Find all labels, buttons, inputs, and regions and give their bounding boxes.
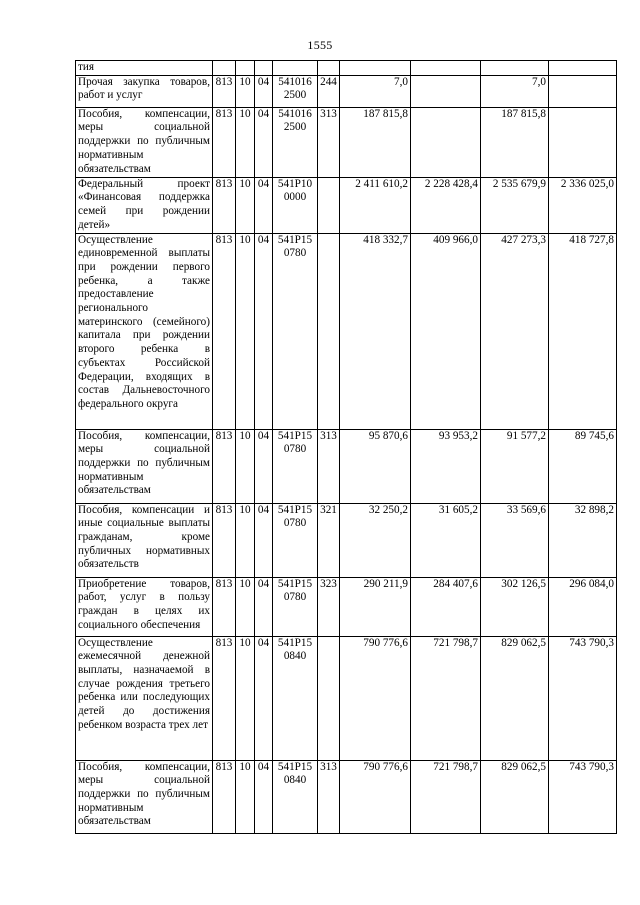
cell-amount-1: 95 870,6	[340, 429, 411, 503]
table-row	[76, 577, 617, 636]
cell-target-article-code: 541P15 0780	[273, 577, 318, 636]
cell-amount-4: 296 084,0	[549, 577, 617, 636]
cell-amount-1: 32 250,2	[340, 503, 411, 577]
cell-amount-4: 418 727,8	[549, 233, 617, 429]
cell-section-code: 10	[236, 760, 255, 833]
page-number: 1555	[307, 38, 333, 52]
table-row	[76, 233, 617, 429]
table-row	[76, 177, 617, 233]
cell-ministry-code: 813	[213, 107, 236, 177]
cell-amount-2: 2 228 428,4	[411, 177, 481, 233]
cell-subsection-code: 04	[255, 233, 273, 429]
cell-subsection-code: 04	[255, 429, 273, 503]
cell-subsection-code: 04	[255, 577, 273, 636]
cell-amount-4: 2 336 025,0	[549, 177, 617, 233]
cell-expense-type-code: 244	[318, 75, 340, 107]
cell-expense-type-code	[318, 177, 340, 233]
table-row	[76, 61, 617, 76]
cell-target-article-code	[273, 61, 318, 76]
cell-expense-type-code	[318, 61, 340, 76]
cell-amount-3: 7,0	[481, 75, 549, 107]
cell-section-code: 10	[236, 429, 255, 503]
cell-amount-2: 721 798,7	[411, 636, 481, 760]
table-row	[76, 107, 617, 177]
cell-ministry-code: 813	[213, 75, 236, 107]
cell-section-code	[236, 61, 255, 76]
cell-amount-3: 91 577,2	[481, 429, 549, 503]
cell-target-article-code: 541P15 0780	[273, 429, 318, 503]
cell-amount-2	[411, 61, 481, 76]
cell-amount-3: 2 535 679,9	[481, 177, 549, 233]
cell-ministry-code	[213, 61, 236, 76]
budget-table	[75, 60, 617, 834]
cell-amount-1: 790 776,6	[340, 636, 411, 760]
cell-amount-3: 187 815,8	[481, 107, 549, 177]
cell-amount-3: 427 273,3	[481, 233, 549, 429]
cell-description: Пособия, компенсации, меры социальной поддержки по публичным нормативным обязательствам	[76, 107, 213, 177]
cell-description: Осуществление ежемесячной денежной выплаты, назначаемой в случае рождения третьего ребенка или последующих детей до достижения ребенком возраста трех лет	[76, 636, 213, 760]
cell-target-article-code: 541P15 0840	[273, 760, 318, 833]
cell-section-code: 10	[236, 636, 255, 760]
cell-amount-3: 829 062,5	[481, 760, 549, 833]
cell-section-code: 10	[236, 233, 255, 429]
cell-amount-4	[549, 107, 617, 177]
cell-amount-2: 409 966,0	[411, 233, 481, 429]
cell-amount-3: 829 062,5	[481, 636, 549, 760]
cell-target-article-code: 541P15 0780	[273, 233, 318, 429]
cell-section-code: 10	[236, 177, 255, 233]
cell-amount-4	[549, 75, 617, 107]
cell-amount-4: 743 790,3	[549, 760, 617, 833]
cell-amount-2	[411, 107, 481, 177]
cell-ministry-code: 813	[213, 760, 236, 833]
cell-amount-1: 7,0	[340, 75, 411, 107]
cell-amount-2	[411, 75, 481, 107]
cell-ministry-code: 813	[213, 503, 236, 577]
cell-target-article-code: 541P15 0840	[273, 636, 318, 760]
cell-amount-1: 290 211,9	[340, 577, 411, 636]
table-row	[76, 75, 617, 107]
cell-amount-3: 302 126,5	[481, 577, 549, 636]
cell-description: Федеральный проект «Финансовая поддержка семей при рождении детей»	[76, 177, 213, 233]
cell-ministry-code: 813	[213, 233, 236, 429]
cell-section-code: 10	[236, 107, 255, 177]
cell-amount-1	[340, 61, 411, 76]
cell-description: Осуществление единовременной выплаты при рождении первого ребенка, а также предоставление регионального материнского (семейного) капитала при рождении второго ребенка в субъектах Российской Федерации, входящих в состав Дальневосточного федерального округа	[76, 233, 213, 429]
table-row	[76, 503, 617, 577]
cell-amount-2: 284 407,6	[411, 577, 481, 636]
cell-ministry-code: 813	[213, 429, 236, 503]
cell-ministry-code: 813	[213, 177, 236, 233]
cell-ministry-code: 813	[213, 577, 236, 636]
cell-amount-1: 2 411 610,2	[340, 177, 411, 233]
cell-subsection-code: 04	[255, 636, 273, 760]
cell-section-code: 10	[236, 577, 255, 636]
cell-amount-2: 721 798,7	[411, 760, 481, 833]
table-row	[76, 636, 617, 760]
cell-target-article-code: 541016 2500	[273, 107, 318, 177]
cell-amount-1: 790 776,6	[340, 760, 411, 833]
cell-amount-2: 31 605,2	[411, 503, 481, 577]
cell-target-article-code: 541P15 0780	[273, 503, 318, 577]
cell-subsection-code: 04	[255, 177, 273, 233]
cell-description: Пособия, компенсации и иные социальные выплаты гражданам, кроме публичных нормативных обязательств	[76, 503, 213, 577]
cell-description: Пособия, компенсации, меры социальной поддержки по публичным нормативным обязательствам	[76, 429, 213, 503]
cell-amount-4: 89 745,6	[549, 429, 617, 503]
cell-description: тия	[76, 61, 213, 76]
cell-subsection-code	[255, 61, 273, 76]
table-body	[76, 61, 617, 834]
cell-expense-type-code	[318, 233, 340, 429]
cell-subsection-code: 04	[255, 107, 273, 177]
cell-expense-type-code	[318, 636, 340, 760]
cell-section-code: 10	[236, 75, 255, 107]
cell-expense-type-code: 323	[318, 577, 340, 636]
cell-target-article-code: 541P10 0000	[273, 177, 318, 233]
cell-expense-type-code: 313	[318, 760, 340, 833]
cell-target-article-code: 541016 2500	[273, 75, 318, 107]
cell-amount-1: 187 815,8	[340, 107, 411, 177]
table-row	[76, 760, 617, 833]
cell-subsection-code: 04	[255, 760, 273, 833]
cell-amount-3	[481, 61, 549, 76]
cell-expense-type-code: 321	[318, 503, 340, 577]
cell-subsection-code: 04	[255, 503, 273, 577]
cell-amount-4	[549, 61, 617, 76]
table-row	[76, 429, 617, 503]
cell-description: Пособия, компенсации, меры социальной поддержки по публичным нормативным обязательствам	[76, 760, 213, 833]
cell-amount-3: 33 569,6	[481, 503, 549, 577]
cell-description: Приобретение товаров, работ, услуг в пользу граждан в целях их социального обеспечения	[76, 577, 213, 636]
cell-amount-4: 743 790,3	[549, 636, 617, 760]
cell-section-code: 10	[236, 503, 255, 577]
cell-ministry-code: 813	[213, 636, 236, 760]
cell-amount-4: 32 898,2	[549, 503, 617, 577]
cell-subsection-code: 04	[255, 75, 273, 107]
cell-expense-type-code: 313	[318, 107, 340, 177]
cell-expense-type-code: 313	[318, 429, 340, 503]
cell-description: Прочая закупка товаров, работ и услуг	[76, 75, 213, 107]
cell-amount-2: 93 953,2	[411, 429, 481, 503]
cell-amount-1: 418 332,7	[340, 233, 411, 429]
